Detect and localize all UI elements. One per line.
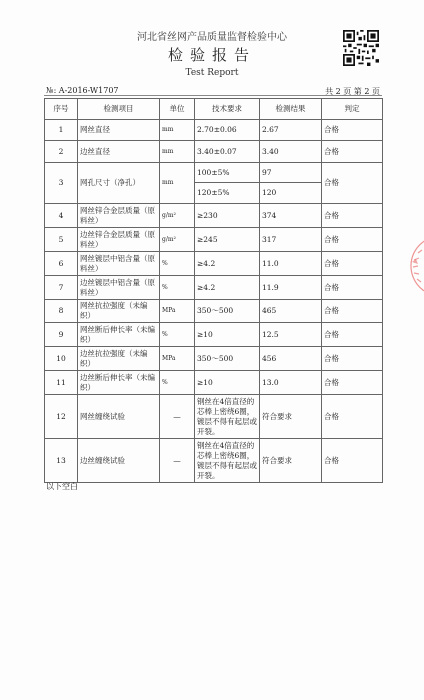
table-row [45, 347, 383, 371]
header-divider [44, 95, 382, 96]
test-results-table [44, 98, 383, 483]
row-unit: % [160, 276, 195, 300]
row-no: 6 [45, 252, 78, 276]
row-no: 2 [45, 141, 78, 163]
row-no: 7 [45, 276, 78, 300]
page-indicator: 共 2 页 第 2 页 [325, 87, 380, 96]
row-item: 网丝缠绕试验 [78, 395, 160, 439]
row-verdict: 合格 [322, 252, 383, 276]
row-no: 5 [45, 228, 78, 252]
row-result: 97 [260, 163, 322, 183]
row-verdict: 合格 [322, 228, 383, 252]
blank-below-note: 以下空白 [46, 482, 78, 491]
row-verdict: 合格 [322, 163, 383, 204]
row-item: 网丝镀层中铝含量（原料丝） [78, 252, 160, 276]
row-requirement: ≥230 [195, 204, 260, 228]
row-no: 13 [45, 439, 78, 483]
row-requirement: 100±5% [195, 163, 260, 183]
organization-name: 河北省丝网产品质量监督检验中心 [137, 32, 287, 43]
table-row [45, 120, 383, 141]
table-row [45, 276, 383, 300]
row-no: 10 [45, 347, 78, 371]
row-verdict: 合格 [322, 347, 383, 371]
row-result: 符合要求 [260, 439, 322, 483]
table-row [45, 163, 383, 183]
row-verdict: 合格 [322, 439, 383, 483]
row-no: 4 [45, 204, 78, 228]
row-item: 边丝断后伸长率（未编织） [78, 371, 160, 395]
row-verdict: 合格 [322, 141, 383, 163]
row-requirement: 350～500 [195, 347, 260, 371]
row-unit: — [160, 395, 195, 439]
row-requirement: 350～500 [195, 300, 260, 323]
row-item: 边丝抗拉强度（未编织） [78, 347, 160, 371]
row-requirement-2: 120±5% [195, 183, 260, 204]
row-verdict: 合格 [322, 276, 383, 300]
row-result: 符合要求 [260, 395, 322, 439]
table-row [45, 439, 383, 483]
row-requirement: ≥4.2 [195, 252, 260, 276]
row-requirement: 2.70±0.06 [195, 120, 260, 141]
row-verdict: 合格 [322, 300, 383, 323]
row-verdict: 合格 [322, 204, 383, 228]
row-unit: mm [160, 120, 195, 141]
row-requirement: 钢丝在4倍直径的芯棒上密绕6圈，镀层不得有起层或开裂。 [195, 439, 260, 483]
table-row [45, 228, 383, 252]
row-item: 边丝镀层中铝含量（原料丝） [78, 276, 160, 300]
row-result: 11.9 [260, 276, 322, 300]
row-result: 3.40 [260, 141, 322, 163]
row-requirement: ≥10 [195, 323, 260, 347]
row-verdict: 合格 [322, 371, 383, 395]
table-row [45, 300, 383, 323]
row-item: 网丝断后伸长率（未编织） [78, 323, 160, 347]
row-unit: — [160, 439, 195, 483]
row-no: 9 [45, 323, 78, 347]
table-row [45, 204, 383, 228]
row-unit: % [160, 323, 195, 347]
row-result: 465 [260, 300, 322, 323]
row-no: 1 [45, 120, 78, 141]
col-header-item: 检测项目 [78, 99, 160, 120]
row-unit: MPa [160, 347, 195, 371]
row-item: 网丝直径 [78, 120, 160, 141]
row-item: 边丝锌合金层质量（原料丝） [78, 228, 160, 252]
row-verdict: 合格 [322, 395, 383, 439]
row-requirement: ≥10 [195, 371, 260, 395]
table-row [45, 323, 383, 347]
row-result: 374 [260, 204, 322, 228]
row-item: 网丝锌合金层质量（原料丝） [78, 204, 160, 228]
col-header-requirement: 技术要求 [195, 99, 260, 120]
row-no: 8 [45, 300, 78, 323]
table-header-row [45, 99, 383, 120]
row-unit: g/m² [160, 204, 195, 228]
report-title: 检验报告 [167, 46, 256, 64]
row-result: 456 [260, 347, 322, 371]
table-row [45, 252, 383, 276]
row-unit: % [160, 252, 195, 276]
row-no: 12 [45, 395, 78, 439]
row-requirement: 3.40±0.07 [195, 141, 260, 163]
row-requirement: 钢丝在4倍直径的芯棒上密绕6圈，镀层不得有起层或开裂。 [195, 395, 260, 439]
report-subtitle: Test Report [185, 68, 239, 78]
col-header-no: 序号 [45, 99, 78, 120]
row-unit: mm [160, 163, 195, 204]
row-item: 网丝抗拉强度（未编织） [78, 300, 160, 323]
row-result: 2.67 [260, 120, 322, 141]
row-verdict: 合格 [322, 323, 383, 347]
row-unit: % [160, 371, 195, 395]
table-row [45, 141, 383, 163]
row-no: 11 [45, 371, 78, 395]
row-unit: g/m² [160, 228, 195, 252]
row-item: 网孔尺寸（净孔） [78, 163, 160, 204]
row-requirement: ≥245 [195, 228, 260, 252]
table-row [45, 395, 383, 439]
row-unit: mm [160, 141, 195, 163]
row-item: 边丝缠绕试验 [78, 439, 160, 483]
row-result: 12.5 [260, 323, 322, 347]
row-unit: MPa [160, 300, 195, 323]
row-result-2: 120 [260, 183, 322, 204]
col-header-result: 检测结果 [260, 99, 322, 120]
col-header-verdict: 判定 [322, 99, 383, 120]
row-requirement: ≥4.2 [195, 276, 260, 300]
row-no: 3 [45, 163, 78, 204]
seal-stamp-icon [392, 236, 424, 296]
qr-code-icon [343, 30, 379, 66]
table-row [45, 371, 383, 395]
row-result: 317 [260, 228, 322, 252]
row-result: 13.0 [260, 371, 322, 395]
row-item: 边丝直径 [78, 141, 160, 163]
col-header-unit: 单位 [160, 99, 195, 120]
report-number: №: A-2016-W1707 [46, 86, 119, 95]
row-result: 11.0 [260, 252, 322, 276]
row-verdict: 合格 [322, 120, 383, 141]
